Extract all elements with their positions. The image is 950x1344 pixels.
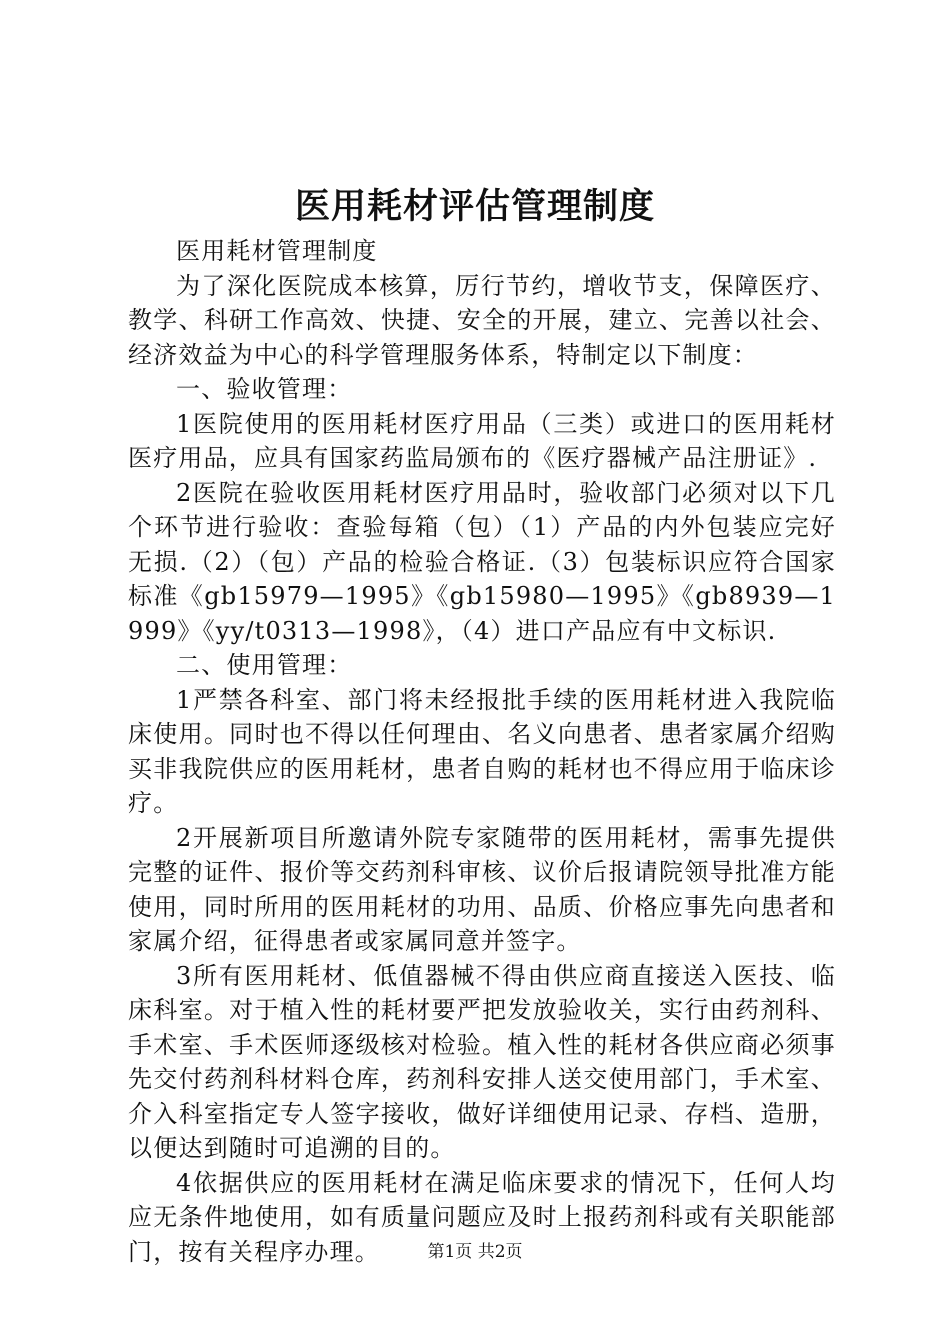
paragraph-acceptance-1: 1医院使用的医用耗材医疗用品（三类）或进口的医用耗材医疗用品，应具有国家药监局颁布的《医疗器械产品注册证》. <box>128 409 836 472</box>
section-heading-usage: 二、使用管理： <box>176 651 353 679</box>
document-body <box>128 234 836 1269</box>
section-heading-acceptance: 一、验收管理： <box>176 375 353 403</box>
document-title: 医用耗材评估管理制度 <box>294 187 655 227</box>
paragraph-usage-3: 3所有医用耗材、低值器械不得由供应商直接送入医技、临床科室。对于植入性的耗材要严把发放验收关，实行由药剂科、手术室、手术医师逐级核对检验。植入性的耗材各供应商必须事先交付药剂科材料仓库，药剂科安排人送交使用部门，手术室、介入科室指定专人签字接收，做好详细使用记录、存档、造册，以便达到随时可追溯的目的。 <box>128 961 836 1162</box>
paragraph-subtitle: 医用耗材管理制度 <box>176 237 378 265</box>
paragraph-intro: 为了深化医院成本核算，厉行节约，增收节支，保障医疗、教学、科研工作高效、快捷、安全的开展，建立、完善以社会、经济效益为中心的科学管理服务体系，特制定以下制度： <box>128 271 836 369</box>
page-number-footer: 第1页 共2页 <box>427 1242 523 1262</box>
paragraph-usage-1: 1严禁各科室、部门将未经报批手续的医用耗材进入我院临床使用。同时也不得以任何理由、名义向患者、患者家属介绍购买非我院供应的医用耗材，患者自购的耗材也不得应用于临床诊疗。 <box>128 685 836 817</box>
paragraph-usage-2: 2开展新项目所邀请外院专家随带的医用耗材，需事先提供完整的证件、报价等交药剂科审核、议价后报请院领导批准方能使用，同时所用的医用耗材的功用、品质、价格应事先向患者和家属介绍，征得患者或家属同意并签字。 <box>128 823 836 955</box>
paragraph-usage-4: 4依据供应的医用耗材在满足临床要求的情况下，任何人均应无条件地使用，如有质量问题应及时上报药剂科或有关职能部门，按有关程序办理。 <box>128 1168 836 1266</box>
paragraph-acceptance-2: 2医院在验收医用耗材医疗用品时，验收部门必须对以下几个环节进行验收：查验每箱（包）（1）产品的内外包装应完好无损.（2）（包）产品的检验合格证.（3）包装标识应符合国家标准《gb15979—1995》《gb15980—1995》《gb8939—1999》《yy/t0313—1998》，（4）进口产品应有中文标识. <box>128 478 836 645</box>
